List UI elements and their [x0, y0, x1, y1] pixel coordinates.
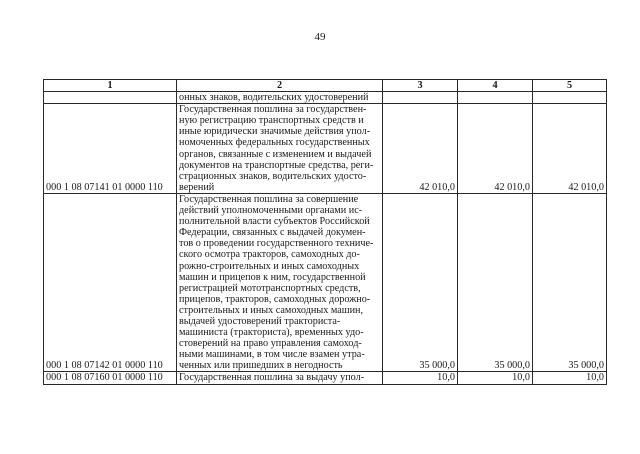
row-value-col3: 10,0 — [383, 372, 458, 384]
table-row — [44, 372, 607, 384]
row-value-col4: 42 010,0 — [458, 104, 533, 194]
table-row — [44, 104, 607, 194]
row-code: 000 1 08 07141 01 0000 110 — [44, 104, 177, 194]
header-col-3: 3 — [383, 80, 458, 92]
row-value-col5: 10,0 — [533, 372, 607, 384]
row-value-col4: 10,0 — [458, 372, 533, 384]
row-description: Государственная пошлина за выдачу упол- — [177, 372, 383, 384]
row-value-col4 — [458, 92, 533, 104]
row-value-col4: 35 000,0 — [458, 193, 533, 372]
table-row — [44, 92, 607, 104]
row-description: Государственная пошлина за государствен- ную регистрацию транспортных средств и иные юридически значимые действия упол- номоченных федеральных государственных органов, связанные с изменением и выдачей документов на транспортные средства, реги- страционных знаков, водительских удосто- верений — [177, 104, 383, 194]
header-col-1: 1 — [44, 80, 177, 92]
header-col-2: 2 — [177, 80, 383, 92]
header-col-5: 5 — [533, 80, 607, 92]
row-code — [44, 92, 177, 104]
row-value-col5 — [533, 92, 607, 104]
page-number: 49 — [314, 31, 326, 43]
row-value-col5: 42 010,0 — [533, 104, 607, 194]
row-value-col5: 35 000,0 — [533, 193, 607, 372]
row-code: 000 1 08 07142 01 0000 110 — [44, 193, 177, 372]
row-description: Государственная пошлина за совершение действий уполномоченными органами ис- полнительной власти субъектов Российской Федерации, связанных с выдачей докумен- тов о проведении государственного техниче- ского осмотра тракторов, самоходных до- рожно-строительных и иных самоходных машин и прицепов к ним, государственной регистрацией мототранспортных средств, прицепов, тракторов, самоходных дорожно- строительных и иных самоходных машин, выдачей удостоверений тракториста- машиниста (тракториста), временных удо- стоверений на право управления самоход- ными машинами, в том числе взамен утра- ченных или пришедших в негодность — [177, 193, 383, 372]
table-row — [44, 193, 607, 372]
row-value-col3 — [383, 92, 458, 104]
row-code: 000 1 08 07160 01 0000 110 — [44, 372, 177, 384]
row-description: онных знаков, водительских удостоверений — [177, 92, 383, 104]
row-value-col3: 35 000,0 — [383, 193, 458, 372]
table-header-row — [44, 80, 607, 92]
header-col-4: 4 — [458, 80, 533, 92]
budget-table — [43, 79, 607, 385]
row-value-col3: 42 010,0 — [383, 104, 458, 194]
